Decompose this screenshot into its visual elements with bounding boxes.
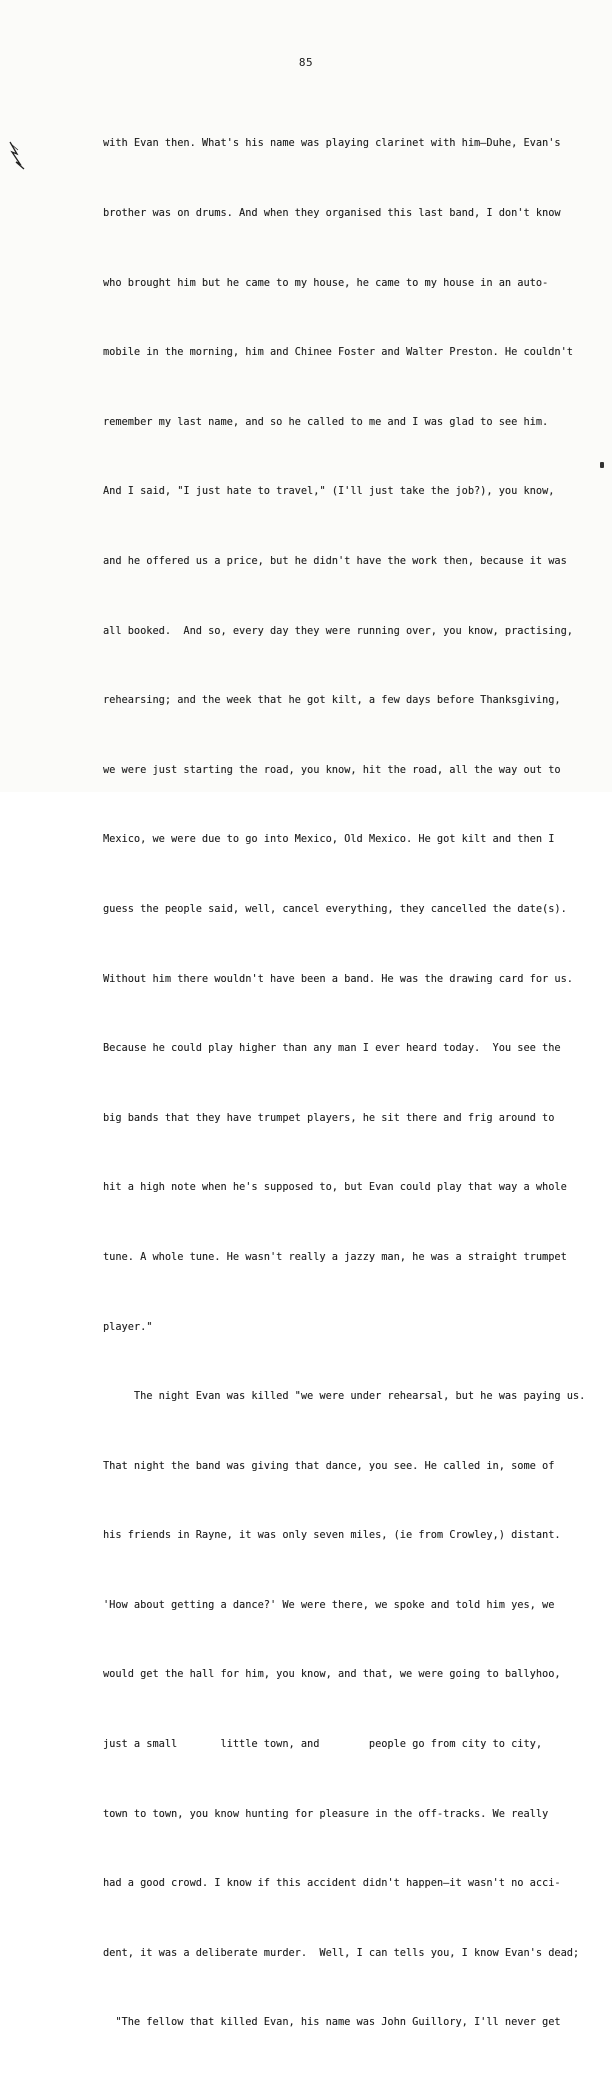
transcript-body [103, 86, 593, 2081]
text-line: big bands that they have trumpet players, he sit there and frig around to [103, 1112, 555, 1124]
text-line: dent, it was a deliberate murder. Well, I can tells you, I know Evan's dead; [103, 1947, 580, 1959]
text-line: tune. A whole tune. He wasn't really a jazzy man, he was a straight trumpet [103, 1251, 567, 1263]
text-line: rehearsing; and the week that he got kilt, a few days before Thanksgiving, [103, 695, 561, 707]
text-line: That night the band was giving that dance, you see. He called in, some of [103, 1460, 555, 1472]
text-line: would get the hall for him, you know, and that, we were going to ballyhoo, [103, 1669, 561, 1681]
text-line: all booked. And so, every day they were running over, you know, practising, [103, 625, 573, 637]
page-number: 85 [298, 56, 314, 69]
text-line: brother was on drums. And when they organised this last band, I don't know [103, 208, 561, 219]
margin-speck [600, 462, 604, 468]
text-line: Mexico, we were due to go into Mexico, Old Mexico. He got kilt and then I [103, 834, 555, 846]
text-line: Without him there wouldn't have been a band. He was the drawing card for us. [103, 973, 573, 985]
text-line: his friends in Rayne, it was only seven miles, (ie from Crowley,) distant. [103, 1530, 561, 1542]
text-line: player." [103, 1321, 153, 1333]
text-line: town to town, you know hunting for pleasure in the off-tracks. We really [103, 1808, 549, 1820]
text-line: Because he could play higher than any man I ever heard today. You see the [103, 1043, 561, 1055]
text-line: And I said, "I just hate to travel," (I'll just take the job?), you know, [103, 486, 555, 498]
text-line: "The fellow that killed Evan, his name was John Guillory, I'll never get [103, 2017, 561, 2029]
text-line: and he offered us a price, but he didn't have the work then, because it was [103, 555, 567, 567]
text-line: guess the people said, well, cancel everything, they cancelled the date(s). [103, 903, 567, 915]
text-line: just a small little town, and people go from city to city, [103, 1739, 543, 1751]
text-line: hit a high note when he's supposed to, but Evan could play that way a whole [103, 1182, 567, 1194]
text-line: with Evan then. What's his name was playing clarinet with him—Duhe, Evan's [103, 138, 561, 150]
text-line: we were just starting the road, you know, hit the road, all the way out to [103, 764, 561, 776]
text-line: who brought him but he came to my house, he came to my house in an auto- [103, 277, 549, 289]
margin-pen-mark [8, 140, 26, 170]
text-line: remember my last name, and so he called to me and I was glad to see him. [103, 416, 549, 428]
text-line: 'How about getting a dance?' We were there, we spoke and told him yes, we [103, 1599, 555, 1611]
text-line: The night Evan was killed "we were under rehearsal, but he was paying us. [103, 1391, 586, 1403]
text-line: had a good crowd. I know if this accident didn't happen—it wasn't no acci- [103, 1878, 561, 1890]
text-line: mobile in the morning, him and Chinee Foster and Walter Preston. He couldn't [103, 347, 573, 359]
